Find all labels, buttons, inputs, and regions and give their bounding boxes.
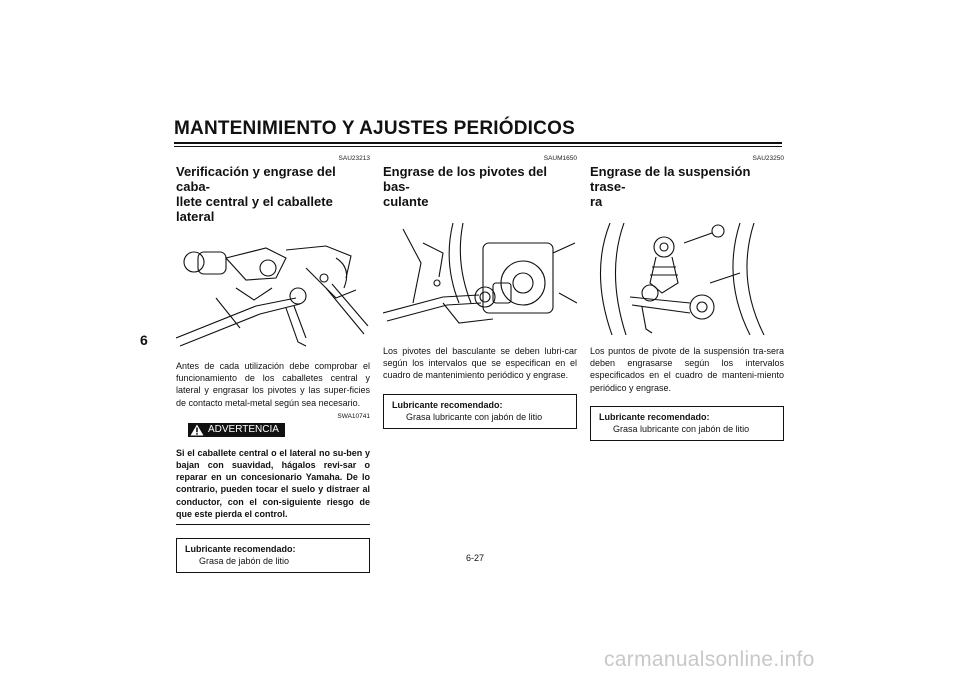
- lubricant-value: Grasa de jabón de litio: [199, 556, 290, 567]
- heading-line-1: Verificación y engrase del caba-: [176, 164, 336, 194]
- heading-line-1: Engrase de los pivotes del bas-: [383, 164, 547, 194]
- warning-code: SWA10741: [337, 412, 370, 420]
- warning-triangle-icon: [190, 424, 204, 436]
- header-rule-thin: [174, 146, 782, 147]
- heading-line-2: llete central y el caballete lateral: [176, 194, 333, 224]
- lubricant-box: [176, 538, 370, 573]
- warning-text: Si el caballete central o el lateral no su-ben y bajan con suavidad, hágalos revi-sar o reparar en un concesionario Yamaha. De lo contrario, pueden tocar el suelo y distraer al conductor, con el con-siguiente riesgo de que este pierda el control.: [176, 447, 370, 519]
- section-body: Los pivotes del basculante se deben lubri-car según los intervalos que se especifican en el cuadro de mantenimiento periódico y engrase.: [383, 346, 577, 381]
- section-heading: [176, 164, 370, 224]
- page-title: MANTENIMIENTO Y AJUSTES PERIÓDICOS: [174, 118, 575, 139]
- lubricant-box: [383, 394, 577, 429]
- header-rule: [174, 142, 782, 144]
- heading-line-2: ra: [590, 194, 603, 209]
- warning-label: ADVERTENCIA: [208, 424, 279, 436]
- watermark: carmanualsonline.info: [604, 648, 815, 671]
- stand-illustration: [176, 238, 370, 350]
- heading-line-2: culante: [383, 194, 429, 209]
- section-center-side-stand: [176, 150, 370, 573]
- lubricant-value: Grasa lubricante con jabón de litio: [613, 423, 750, 434]
- section-heading: [383, 164, 577, 209]
- section-body: Antes de cada utilización debe comprobar el funcionamiento de los caballetes central y lateral y engrasar los pivotes y las super-ficies de contacto metal-metal según sea necesario.: [176, 361, 370, 408]
- section-heading: [590, 164, 784, 209]
- lubricant-title: Lubricante recomendado:: [392, 399, 503, 410]
- lubricant-title: Lubricante recomendado:: [185, 544, 296, 555]
- warning-block: [176, 413, 370, 525]
- lubricant-title: Lubricante recomendado:: [599, 411, 710, 422]
- section-code: SAU23213: [338, 155, 370, 162]
- chapter-tab: 6: [140, 332, 148, 348]
- page-number: 6-27: [466, 553, 485, 563]
- section-code: SAUM1650: [543, 155, 577, 162]
- section-rear-suspension: [590, 150, 784, 441]
- heading-line-1: Engrase de la suspensión trase-: [590, 164, 751, 194]
- section-body: Los puntos de pivote de la suspensión tra-sera deben engrasarse según los intervalos especificados en el cuadro de manteni-miento periódico y engrase.: [590, 346, 784, 393]
- rear-suspension-illustration: [590, 223, 784, 335]
- lubricant-value: Grasa lubricante con jabón de litio: [406, 411, 543, 422]
- section-code: SAU23250: [752, 155, 784, 162]
- lubricant-box: [590, 406, 784, 441]
- swingarm-illustration: [383, 223, 577, 335]
- warning-badge: [188, 423, 285, 437]
- warning-rule: [176, 524, 370, 525]
- section-swingarm-pivots: [383, 150, 577, 429]
